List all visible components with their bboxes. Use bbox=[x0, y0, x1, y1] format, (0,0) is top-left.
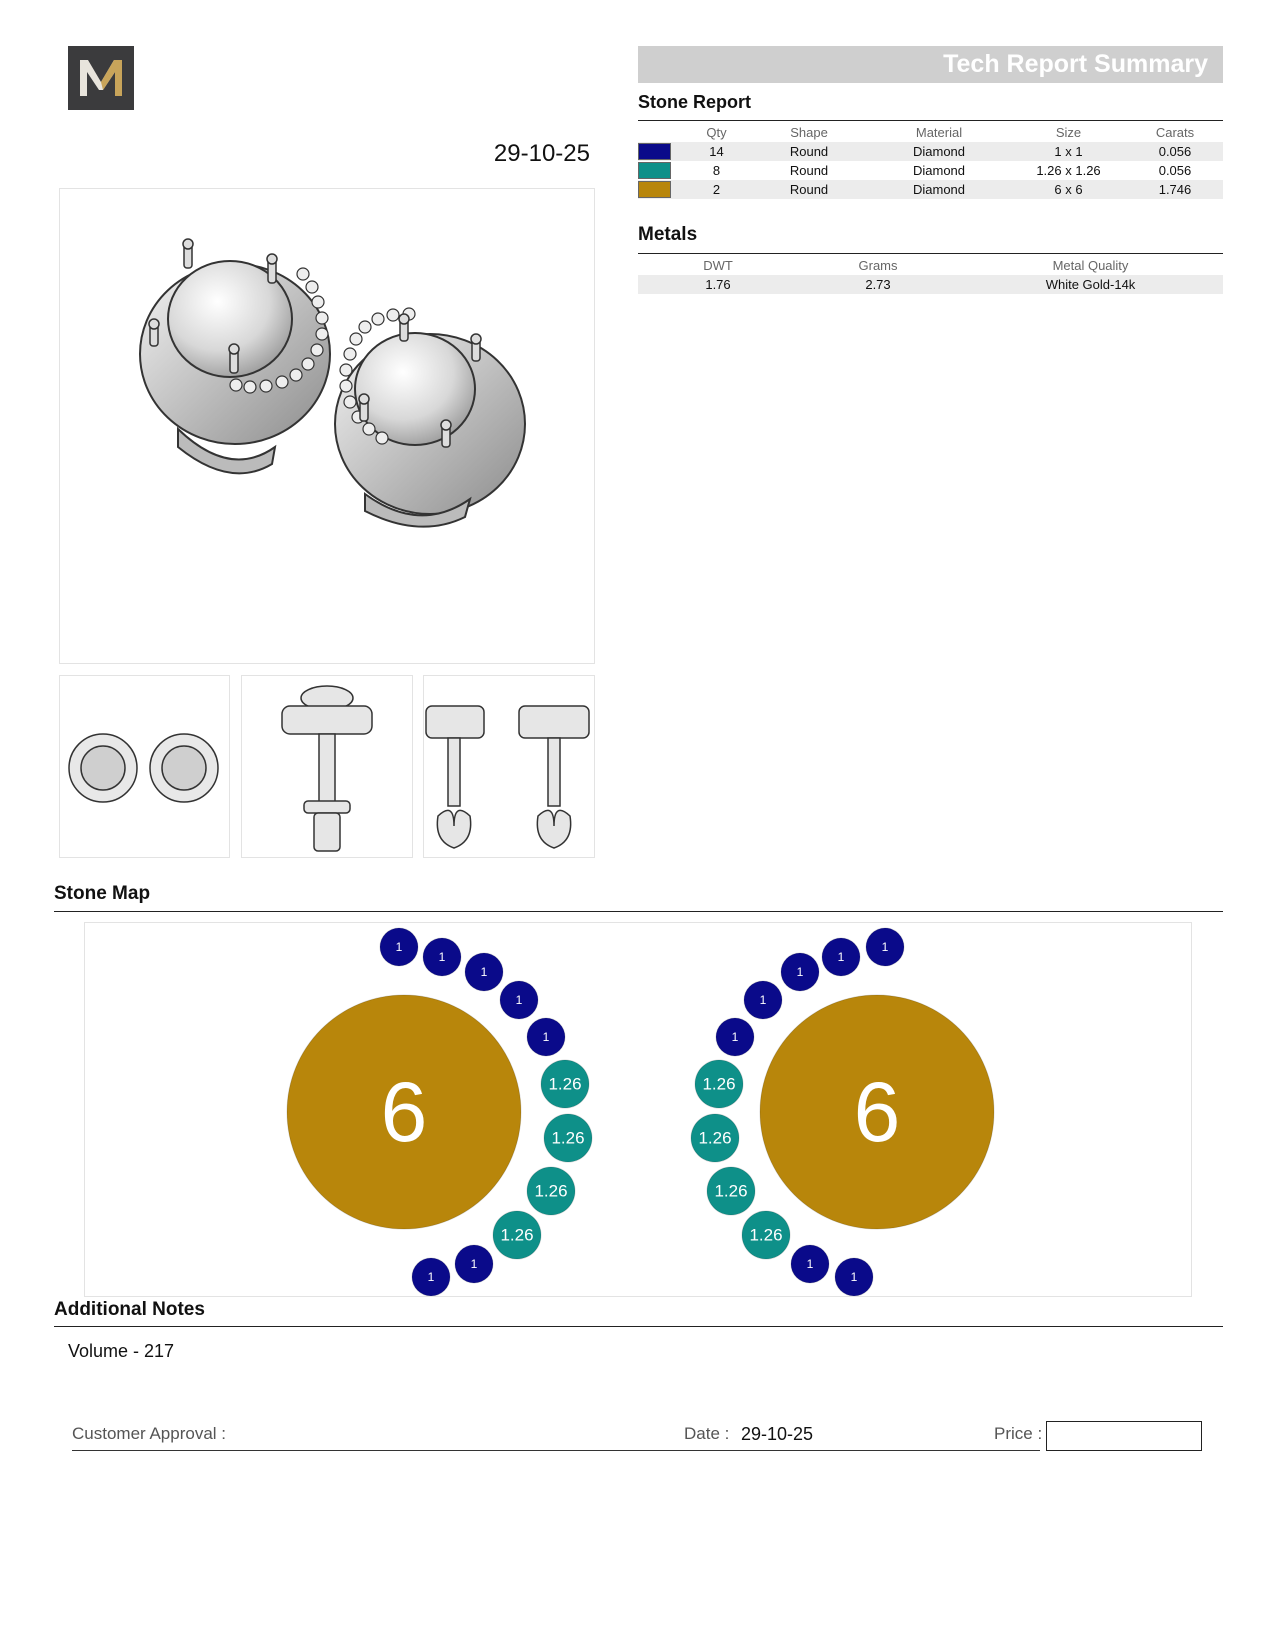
small-stone bbox=[744, 981, 782, 1019]
table-row bbox=[638, 180, 1223, 199]
grams-cell: 2.73 bbox=[798, 275, 958, 294]
stone-report-table bbox=[638, 123, 1223, 199]
stone-report-title: Stone Report bbox=[638, 92, 752, 112]
small-stone bbox=[527, 1018, 565, 1056]
medium-stone bbox=[691, 1114, 739, 1162]
earring-render-icon bbox=[60, 189, 594, 663]
small-stone bbox=[412, 1258, 450, 1296]
svg-text:1.26: 1.26 bbox=[698, 1128, 732, 1148]
svg-text:1: 1 bbox=[480, 965, 488, 979]
svg-text:1: 1 bbox=[837, 950, 845, 964]
carats-cell: 0.056 bbox=[1127, 142, 1223, 161]
col-shape: Shape bbox=[790, 125, 828, 140]
material-cell: Diamond bbox=[868, 180, 1010, 199]
additional-notes-title: Additional Notes bbox=[54, 1299, 205, 1320]
small-stone bbox=[380, 928, 418, 966]
svg-text:1: 1 bbox=[796, 965, 804, 979]
col-qty: Qty bbox=[706, 125, 727, 140]
material-cell: Diamond bbox=[868, 142, 1010, 161]
shape-cell: Round bbox=[789, 163, 829, 178]
center-stone bbox=[287, 995, 521, 1229]
size-cell: 6 x 6 bbox=[1010, 180, 1127, 199]
earring-side-view-icon bbox=[242, 676, 412, 857]
svg-text:1: 1 bbox=[850, 1270, 858, 1284]
stone-map-svg bbox=[85, 923, 1191, 1296]
stone-map-divider bbox=[54, 911, 1223, 912]
medium-stone bbox=[493, 1211, 541, 1259]
report-title: Tech Report Summary bbox=[943, 50, 1208, 78]
col-size: Size bbox=[1055, 125, 1082, 140]
price-input[interactable] bbox=[1046, 1421, 1202, 1451]
medium-stone bbox=[742, 1211, 790, 1259]
approval-date-value: 29-10-25 bbox=[741, 1424, 814, 1444]
small-stone bbox=[866, 928, 904, 966]
table-row bbox=[638, 275, 1223, 294]
stone-report-header-row bbox=[638, 123, 1223, 142]
svg-text:1: 1 bbox=[470, 1257, 478, 1271]
metals-table bbox=[638, 256, 1223, 294]
svg-text:6: 6 bbox=[853, 1065, 901, 1159]
svg-text:1.26: 1.26 bbox=[548, 1074, 582, 1094]
right-earring-render bbox=[335, 308, 525, 527]
size-cell: 1 x 1 bbox=[1010, 142, 1127, 161]
dwt-cell: 1.76 bbox=[638, 275, 798, 294]
small-stone bbox=[716, 1018, 754, 1056]
left-earring-render bbox=[140, 239, 330, 473]
medium-stone bbox=[707, 1167, 755, 1215]
svg-text:1.26: 1.26 bbox=[500, 1225, 534, 1245]
svg-text:1.26: 1.26 bbox=[702, 1074, 736, 1094]
carats-cell: 0.056 bbox=[1158, 163, 1192, 178]
medium-stone bbox=[695, 1060, 743, 1108]
material-cell: Diamond bbox=[912, 163, 966, 178]
approval-date-label: Date : bbox=[684, 1424, 730, 1443]
stone-map-title: Stone Map bbox=[54, 883, 151, 904]
metals-divider bbox=[638, 253, 1223, 254]
col-dwt: DWT bbox=[703, 258, 733, 273]
qty-cell: 2 bbox=[683, 180, 750, 199]
qty-cell: 8 bbox=[712, 163, 721, 178]
color-swatch bbox=[638, 162, 671, 179]
hero-product-image bbox=[59, 188, 595, 664]
notes-divider bbox=[54, 1326, 1223, 1327]
metals-header-row bbox=[638, 256, 1223, 275]
svg-text:1.26: 1.26 bbox=[534, 1181, 568, 1201]
svg-text:1: 1 bbox=[515, 993, 523, 1007]
earring-back-view-icon bbox=[424, 676, 594, 857]
small-stone bbox=[455, 1245, 493, 1283]
small-stone bbox=[781, 953, 819, 991]
svg-text:1.26: 1.26 bbox=[551, 1128, 585, 1148]
medium-stone bbox=[541, 1060, 589, 1108]
center-stone bbox=[760, 995, 994, 1229]
small-stone bbox=[500, 981, 538, 1019]
svg-text:1: 1 bbox=[759, 993, 767, 1007]
svg-text:1.26: 1.26 bbox=[749, 1225, 783, 1245]
svg-text:1: 1 bbox=[806, 1257, 814, 1271]
customer-approval-label: Customer Approval : bbox=[72, 1424, 227, 1443]
svg-text:1: 1 bbox=[542, 1030, 550, 1044]
thumbnail-front-view[interactable] bbox=[59, 675, 230, 858]
svg-text:1: 1 bbox=[731, 1030, 739, 1044]
notes-text: Volume - 217 bbox=[68, 1341, 175, 1361]
small-stone bbox=[835, 1258, 873, 1296]
color-swatch bbox=[638, 143, 671, 160]
carats-cell: 1.746 bbox=[1127, 180, 1223, 199]
svg-text:6: 6 bbox=[380, 1065, 428, 1159]
quality-cell: White Gold-14k bbox=[958, 275, 1223, 294]
earring-front-view-icon bbox=[60, 676, 229, 857]
color-swatch bbox=[638, 181, 671, 198]
medium-stone bbox=[527, 1167, 575, 1215]
small-stone bbox=[465, 953, 503, 991]
medium-stone bbox=[544, 1114, 592, 1162]
document-date: 29-10-25 bbox=[493, 140, 590, 167]
col-carats: Carats bbox=[1155, 125, 1195, 140]
svg-text:1: 1 bbox=[438, 950, 446, 964]
table-row bbox=[638, 161, 1223, 180]
stone-map-diagram bbox=[84, 922, 1192, 1297]
price-label: Price : bbox=[994, 1424, 1043, 1443]
company-logo bbox=[68, 46, 134, 110]
logo-m-icon bbox=[68, 46, 134, 110]
small-stone bbox=[791, 1245, 829, 1283]
svg-text:1.26: 1.26 bbox=[714, 1181, 748, 1201]
metals-title: Metals bbox=[638, 224, 698, 245]
thumbnail-side-view[interactable] bbox=[241, 675, 413, 858]
svg-text:1: 1 bbox=[395, 940, 403, 954]
size-cell: 1.26 x 1.26 bbox=[1036, 163, 1101, 178]
svg-text:1: 1 bbox=[427, 1270, 435, 1284]
small-stone bbox=[822, 938, 860, 976]
shape-cell: Round bbox=[750, 180, 868, 199]
col-grams: Grams bbox=[858, 258, 898, 273]
col-metal-quality: Metal Quality bbox=[1052, 258, 1129, 273]
small-stone bbox=[423, 938, 461, 976]
report-title-bar bbox=[638, 46, 1223, 83]
stone-report-divider bbox=[638, 120, 1223, 121]
qty-cell: 14 bbox=[683, 142, 750, 161]
thumbnail-back-view[interactable] bbox=[423, 675, 595, 858]
col-material: Material bbox=[915, 125, 963, 140]
shape-cell: Round bbox=[750, 142, 868, 161]
svg-text:1: 1 bbox=[881, 940, 889, 954]
table-row bbox=[638, 142, 1223, 161]
approval-signature-line[interactable] bbox=[72, 1450, 1040, 1451]
